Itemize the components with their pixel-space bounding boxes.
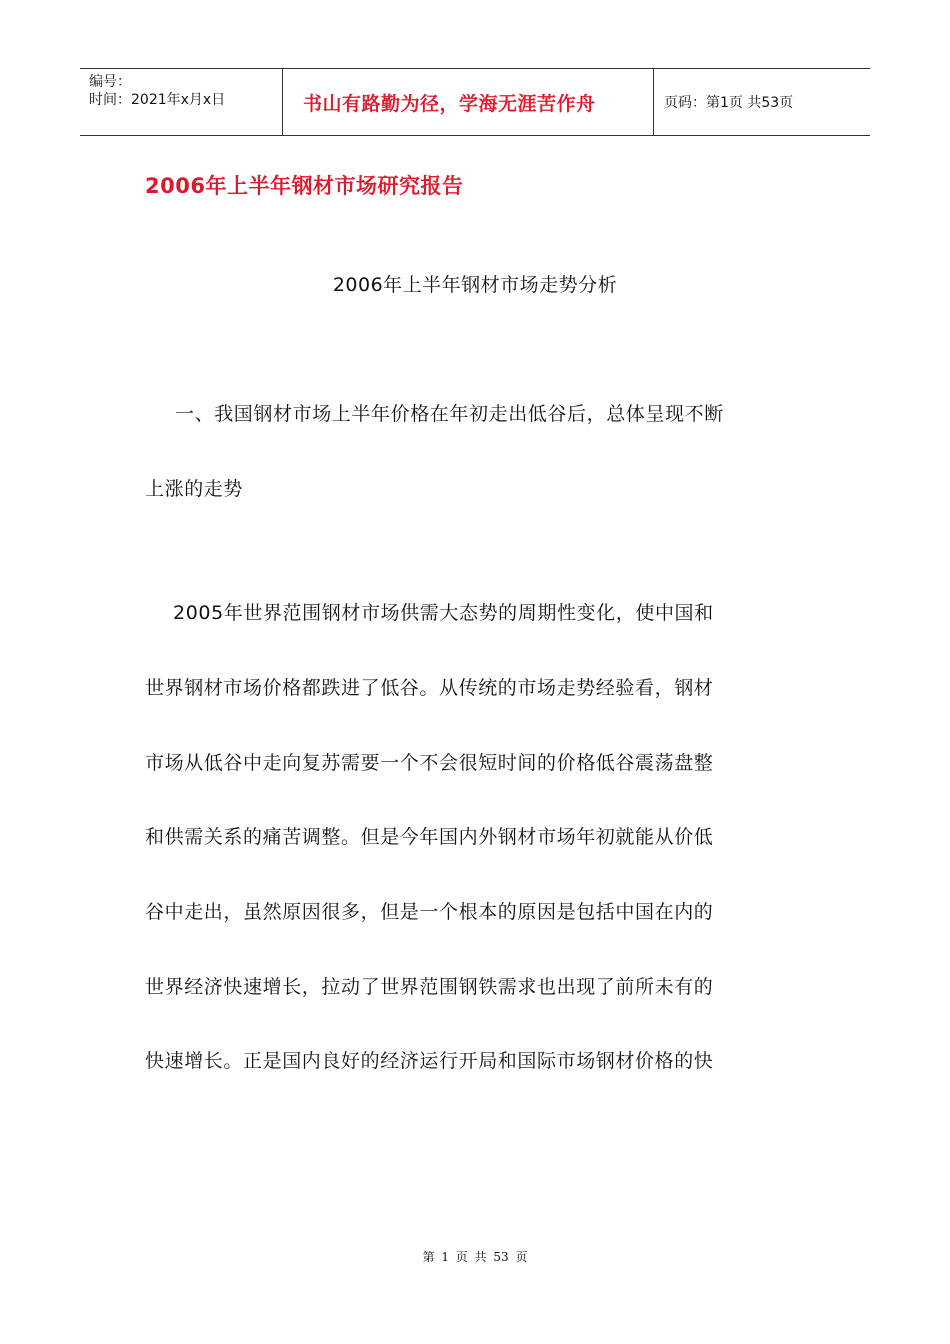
paragraph-line-7: 快速增长。正是国内良好的经济运行开局和国际市场钢材价格的快 bbox=[145, 1050, 714, 1072]
header-time-label: 时间：2021年x月x日 bbox=[89, 92, 226, 108]
header-meta-cell bbox=[80, 69, 282, 135]
document-subtitle: 2006年上半年钢材市场走势分析 bbox=[332, 274, 618, 296]
paragraph-line-4: 和供需关系的痛苦调整。但是今年国内外钢材市场年初就能从价低 bbox=[145, 826, 714, 848]
paragraph-line-2: 世界钢材市场价格都跌进了低谷。从传统的市场走势经验看，钢材 bbox=[145, 677, 714, 699]
section-heading-line-2: 上涨的走势 bbox=[145, 478, 244, 500]
header-table bbox=[80, 68, 870, 136]
header-page-info: 页码：第1页 共53页 bbox=[664, 95, 794, 111]
paragraph-line-6: 世界经济快速增长，拉动了世界范围钢铁需求也出现了前所未有的 bbox=[145, 976, 714, 998]
header-number-label: 编号： bbox=[89, 74, 131, 90]
page-footer: 第 1 页 共 53 页 bbox=[422, 1250, 528, 1264]
document-title: 2006年上半年钢材市场研究报告 bbox=[145, 174, 464, 198]
paragraph-line-5: 谷中走出，虽然原因很多，但是一个根本的原因是包括中国在内的 bbox=[145, 901, 714, 923]
header-motto: 书山有路勤为径，学海无涯苦作舟 bbox=[282, 69, 654, 135]
section-heading-line-1: 一、我国钢材市场上半年价格在年初走出低谷后，总体呈现不断 bbox=[175, 403, 724, 425]
paragraph-line-1: 2005年世界范围钢材市场供需大态势的周期性变化，使中国和 bbox=[173, 602, 714, 624]
paragraph-line-3: 市场从低谷中走向复苏需要一个不会很短时间的价格低谷震荡盘整 bbox=[145, 752, 714, 774]
